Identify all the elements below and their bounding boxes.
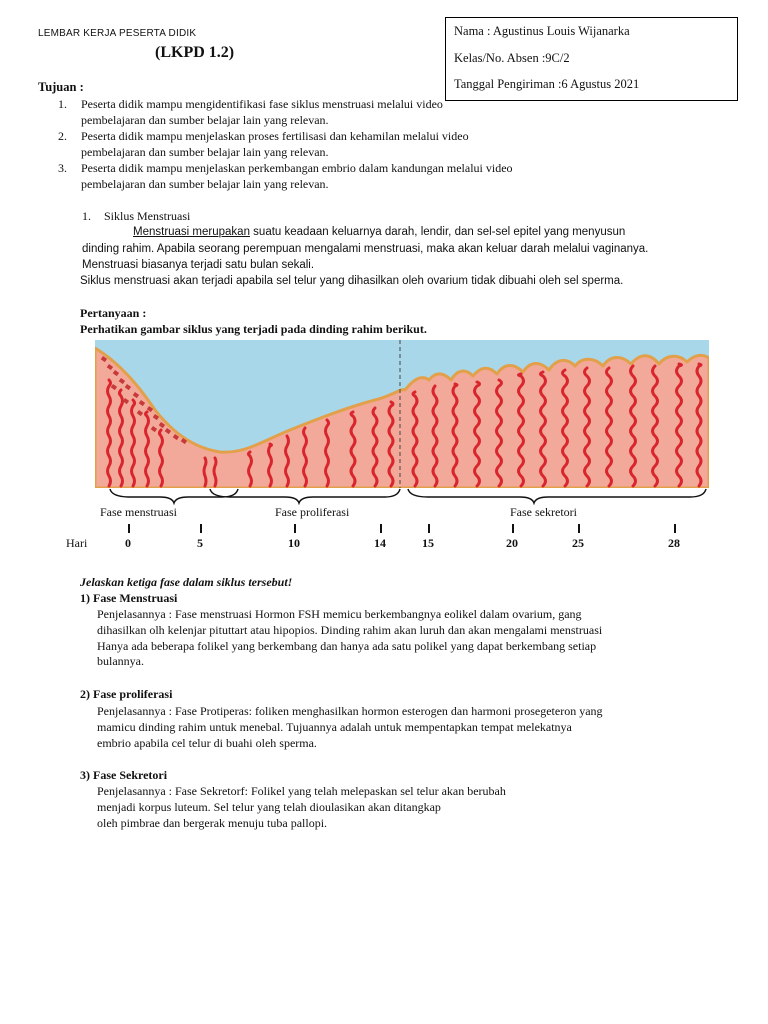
question-title: Pertanyaan : xyxy=(80,306,147,320)
explanation-line: oleh pimbrae dan bergerak menuju tuba pallopi. xyxy=(97,815,328,830)
explanation-line: Penjelasannya : Fase menstruasi Hormon FSH memicu berkembangnya eolikel dalam ovarium, gang xyxy=(97,607,582,621)
explanation-line: embrio apabila cel telur di buahi oleh sperma. xyxy=(97,735,317,750)
phase-explanation-menstruation xyxy=(97,607,737,670)
definition-line3: Menstruasi biasanya terjadi satu bulan sekali. xyxy=(82,259,315,271)
day-tick-label: 5 xyxy=(197,536,203,550)
phase-heading-menstruation: 1) Fase Menstruasi xyxy=(80,591,178,605)
goal-number: 2. xyxy=(58,129,67,143)
instruction-text: Jelaskan ketiga fase dalam siklus tersebut! xyxy=(80,575,293,589)
brace-secretory xyxy=(408,489,706,503)
day-tick-label: 15 xyxy=(422,536,434,550)
section-number: 1. xyxy=(82,209,91,223)
day-tick-label: 14 xyxy=(374,536,386,550)
day-tick-mark xyxy=(428,524,430,533)
submission-date: Tanggal Pengiriman :6 Agustus 2021 xyxy=(454,77,640,91)
day-tick-label: 10 xyxy=(288,536,300,550)
day-tick-mark xyxy=(674,524,676,533)
phase-explanation-secretory xyxy=(97,784,737,831)
goal-text-line1: Peserta didik mampu menjelaskan perkembangan embrio dalam kandungan melalui video xyxy=(81,161,513,175)
uterine-wall-diagram xyxy=(95,340,709,488)
brace-proliferation xyxy=(210,489,400,503)
section-heading: Siklus Menstruasi xyxy=(104,209,191,223)
goal-text-line2: pembelajaran dan sumber belajar lain yang relevan. xyxy=(81,177,329,191)
goals-title: Tujuan : xyxy=(38,80,84,94)
definition-term: Menstruasi merupakan xyxy=(133,226,250,238)
day-tick-mark xyxy=(512,524,514,533)
document-title: (LKPD 1.2) xyxy=(155,44,235,61)
phase-label-proliferation: Fase proliferasi xyxy=(275,505,350,519)
phase-explanation-proliferation xyxy=(97,704,737,751)
goal-text-line1: Peserta didik mampu menjelaskan proses fertilisasi dan kehamilan melalui video xyxy=(81,129,469,143)
definition-line4: Siklus menstruasi akan terjadi apabila sel telur yang dihasilkan oleh ovarium tidak dibuahi oleh sel sperma. xyxy=(80,275,624,287)
phase-label-menstruation: Fase menstruasi xyxy=(100,505,177,519)
explanation-line: mamicu dinding rahim untuk menebal. Tujuannya adalah untuk mempentapkan tempat melekatnya xyxy=(97,719,572,734)
definition-text: suatu keadaan keluarnya darah, lendir, dan sel-sel epitel yang menyusun xyxy=(249,226,626,238)
definition-line1 xyxy=(133,224,733,240)
day-tick-mark xyxy=(380,524,382,533)
goal-number: 1. xyxy=(58,97,67,111)
explanation-line: dihasilkan olh kelenjar pituttart atau hipopios. Dinding rahim akan luruh dan akan mengalami menstruasi xyxy=(97,622,603,637)
day-tick-mark xyxy=(200,524,202,533)
goal-text-line2: pembelajaran dan sumber belajar lain yang relevan. xyxy=(81,113,329,127)
explanation-line: bulannya. xyxy=(97,654,144,669)
section-title xyxy=(82,209,190,224)
student-info-box xyxy=(445,17,738,101)
day-tick-mark xyxy=(578,524,580,533)
phase-braces xyxy=(100,485,710,505)
goal-text-line2: pembelajaran dan sumber belajar lain yang relevan. xyxy=(81,145,329,159)
day-tick-label: 25 xyxy=(572,536,584,550)
phase-heading-secretory: 3) Fase Sekretori xyxy=(80,768,168,782)
day-tick-mark xyxy=(294,524,296,533)
explanation-line: Hanya ada beberapa folikel yang berkembang dan hanya ada satu polikel yang dapat berkembang setiap xyxy=(97,638,597,653)
student-class: Kelas/No. Absen :9C/2 xyxy=(454,51,570,65)
day-axis-label: Hari xyxy=(66,536,88,550)
day-tick-label: 20 xyxy=(506,536,518,550)
day-tick-label: 28 xyxy=(668,536,680,550)
student-name: Nama : Agustinus Louis Wijanarka xyxy=(454,24,630,38)
day-tick-label: 0 xyxy=(125,536,131,550)
definition-line2: dinding rahim. Apabila seorang perempuan mengalami menstruasi, maka akan keluar darah melalui vaginanya. xyxy=(82,243,649,255)
explanation-line: menjadi korpus luteum. Sel telur yang telah dioulasikan akan ditangkap xyxy=(97,799,441,814)
day-tick-mark xyxy=(128,524,130,533)
document-label: LEMBAR KERJA PESERTA DIDIK xyxy=(38,28,197,39)
question-text: Perhatikan gambar siklus yang terjadi pada dinding rahim berikut. xyxy=(80,322,427,336)
phase-label-secretory: Fase sekretori xyxy=(510,505,577,519)
goal-text-line1: Peserta didik mampu mengidentifikasi fase siklus menstruasi melalui video xyxy=(81,97,443,111)
phase-heading-proliferation: 2) Fase proliferasi xyxy=(80,687,173,701)
goal-number: 3. xyxy=(58,161,67,175)
explanation-line: Penjelasannya : Fase Sekretorf: Folikel yang telah melepaskan sel telur akan berubah xyxy=(97,784,506,798)
explanation-line: Penjelasannya : Fase Protiperas: foliken menghasilkan hormon esterogen dan harmoni prosegeteron yang xyxy=(97,704,603,718)
